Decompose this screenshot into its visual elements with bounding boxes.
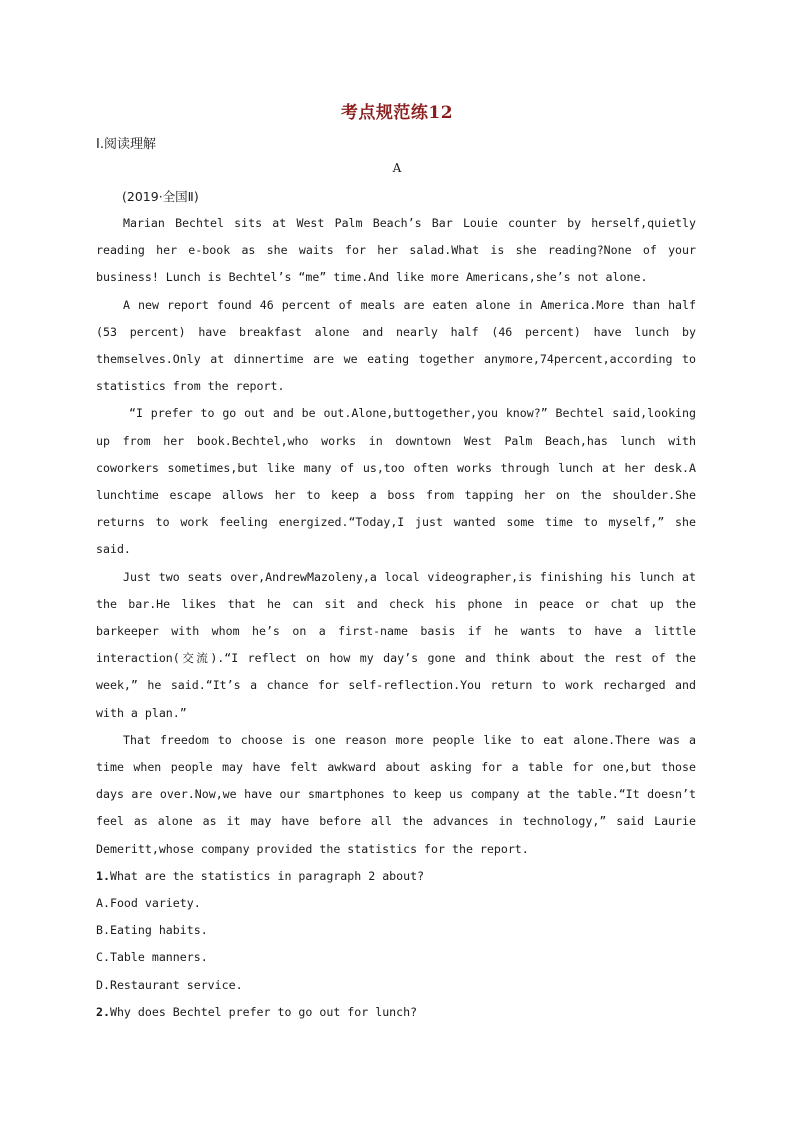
- option-a: A.Food variety.: [96, 896, 201, 911]
- question-text: Why does Bechtel prefer to go out for lunch?: [109, 1004, 418, 1019]
- question-number: 2.: [96, 1004, 110, 1019]
- passage-label: A: [392, 161, 402, 175]
- option-d: D.Restaurant service.: [96, 977, 243, 992]
- paragraph-3: “I prefer to go out and be out.Alone,buttogether,you know?” Bechtel said,looking up from her book.Bechtel,who works in downtown West Palm Beach,has lunch with coworkers sometimes,but like many of us,too often works through lunch at her desk.A lunchtime escape allows her to keep a boss from tapping her on the shoulder.She returns to work feeling energized.“Today,I just wanted some time to myself,” she said.: [96, 406, 696, 557]
- paragraph-2: A new report found 46 percent of meals are eaten alone in America.More than half (53 percent) have breakfast alone and nearly half (46 percent) have lunch by themselves.Only at dinnertime are we eating together anymore,74percent,according to statistics from the report.: [96, 297, 696, 394]
- page-title: 考点规范练12: [340, 103, 454, 123]
- question-text: What are the statistics in paragraph 2 about?: [109, 868, 425, 883]
- paragraph-5: That freedom to choose is one reason more people like to eat alone.There was a time when people may have felt awkward about asking for a table for one,but those days are over.Now,we have our smartphones to keep us company at the table.“It doesn’t feel as alone as it may have before all the advances in technology,” said Laurie Demeritt,whose company provided the statistics for the report.: [96, 732, 696, 856]
- question-1: [96, 863, 696, 890]
- option-b: B.Eating habits.: [96, 923, 208, 938]
- passage-source: (2019·全国Ⅱ): [122, 189, 199, 204]
- option-c: C.Table manners.: [96, 950, 208, 965]
- question-number: 1.: [96, 868, 110, 883]
- section-heading: Ⅰ.阅读理解: [96, 137, 156, 152]
- paragraph-1: Marian Bechtel sits at West Palm Beach’s Bar Louie counter by herself,quietly reading her e-book as she waits for her salad.What is she reading?None of your business! Lunch is Bechtel’s “me” time.And like more Americans,she’s not alone.: [96, 216, 696, 285]
- passage-body: [96, 210, 696, 1026]
- paragraph-4: Just two seats over,AndrewMazoleny,a local videographer,is finishing his lunch at the bar.He likes that he can sit and check his phone in peace or chat up the barkeeper with whom he’s on a first-name basis if he wants to have a little interaction(交流).“I reflect on how my day’s gone and think about the rest of the week,” he said.“It’s a chance for self-reflection.You return to work recharged and with a plan.”: [96, 569, 696, 720]
- question-2: [96, 999, 696, 1026]
